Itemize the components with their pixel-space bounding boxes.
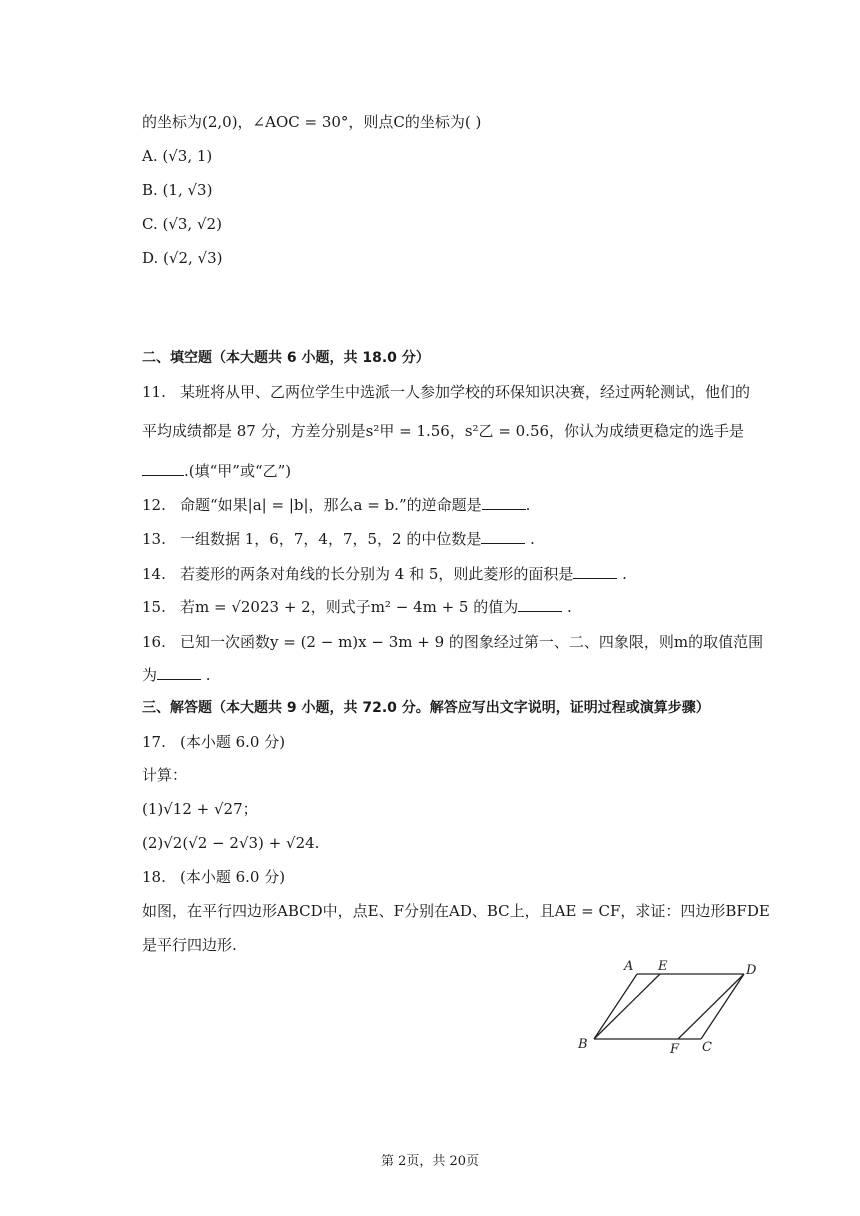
q11-line-3	[142, 461, 291, 481]
label-e: E	[658, 959, 668, 974]
q13-answer-blank	[481, 529, 525, 544]
label-b: B	[578, 1037, 588, 1052]
q11-text-2: 平均成绩都是 87 分，方差分别是s²甲 = 1.56，s²乙 = 0.56，你认为成绩更稳定的选手是	[142, 422, 745, 440]
q17-part-1: (1)√12 + √27；	[142, 800, 258, 818]
q12-answer-blank	[482, 495, 526, 510]
q18-score: (本小题 6.0 分)	[180, 868, 286, 886]
label-f: F	[670, 1042, 680, 1057]
page-footer: 第 2页，共 20页	[380, 1154, 480, 1169]
q12-end: .	[525, 496, 531, 514]
q10-option-b: B. (1, √3)	[142, 181, 213, 199]
q11-text-3: .(填“甲”或“乙”)	[184, 462, 292, 480]
q18-number: 18.	[142, 868, 166, 886]
q13-text: 一组数据 1，6，7，4，7，5，2 的中位数是	[180, 530, 482, 548]
segment-fd	[678, 974, 744, 1039]
q11-line-1	[142, 382, 750, 402]
q12-number: 12.	[142, 496, 166, 514]
q11-text-1: 某班将从甲、乙两位学生中选派一人参加学校的环保知识决赛，经过两轮测试，他们的	[180, 383, 751, 401]
edge-ab	[594, 974, 637, 1039]
section-2-title: 二、填空题（本大题共 6 小题，共 18.0 分）	[142, 350, 430, 366]
q17-header	[142, 732, 285, 752]
q14-answer-blank	[573, 564, 617, 579]
q18-text-1: 如图，在平行四边形ABCD中，点E、F分别在AD、BC上，且AE = CF，求证：四边形BFDE	[142, 902, 770, 920]
q18-header	[142, 867, 285, 887]
q15-line	[142, 597, 572, 617]
q15-end: .	[562, 598, 572, 616]
edge-dc	[701, 974, 744, 1039]
q14-text: 若菱形的两条对角线的长分别为 4 和 5，则此菱形的面积是	[180, 565, 574, 583]
label-a: A	[624, 959, 634, 974]
q15-text: 若m = √2023 + 2，则式子m² − 4m + 5 的值为	[180, 598, 519, 616]
q10-option-d: D. (√2, √3)	[142, 249, 223, 267]
q16-end: .	[201, 666, 211, 684]
q14-end: .	[617, 565, 627, 583]
q12-line	[142, 495, 530, 515]
q10-option-c: C. (√3, √2)	[142, 215, 222, 233]
q10-stem: 的坐标为(2,0)，∠AOC = 30°，则点C的坐标为( )	[142, 113, 482, 131]
q13-line	[142, 529, 535, 549]
q17-score: (本小题 6.0 分)	[180, 733, 286, 751]
q17-number: 17.	[142, 733, 166, 751]
section-3-title: 三、解答题（本大题共 9 小题，共 72.0 分。解答应写出文字说明，证明过程或演算步骤）	[142, 700, 710, 716]
q11-answer-blank	[142, 461, 184, 476]
parallelogram-figure	[574, 956, 774, 1062]
q13-number: 13.	[142, 530, 166, 548]
label-c: C	[702, 1040, 712, 1055]
q10-option-a: A. (√3, 1)	[142, 147, 213, 165]
q16-line-1	[142, 632, 763, 652]
q13-end: .	[525, 530, 535, 548]
q11-number: 11.	[142, 383, 166, 401]
q16-text-1: 已知一次函数y = (2 − m)x − 3m + 9 的图象经过第一、二、四象限，则m的取值范围	[180, 633, 764, 651]
q17-instruction: 计算：	[142, 766, 188, 784]
q14-number: 14.	[142, 565, 166, 583]
q18-text-2: 是平行四边形.	[142, 936, 237, 954]
q15-number: 15.	[142, 598, 166, 616]
q16-number: 16.	[142, 633, 166, 651]
q16-line-2	[142, 665, 211, 685]
q15-answer-blank	[518, 597, 562, 612]
q16-answer-blank	[157, 665, 201, 680]
label-d: D	[746, 963, 757, 978]
segment-be	[594, 974, 660, 1039]
q12-text: 命题“如果|a| = |b|，那么a = b.”的逆命题是	[180, 496, 482, 514]
q14-line	[142, 564, 627, 584]
q17-part-2: (2)√2(√2 − 2√3) + √24.	[142, 834, 320, 852]
q16-text-2: 为	[142, 666, 158, 684]
